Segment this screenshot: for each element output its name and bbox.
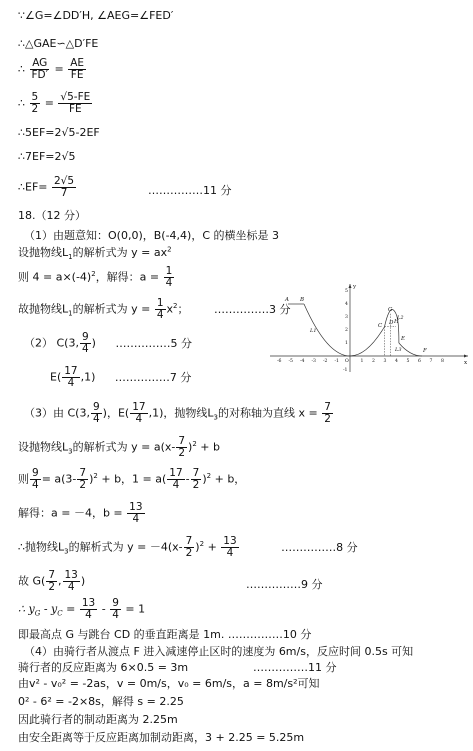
svg-text:-3: -3 bbox=[311, 359, 316, 364]
svg-text:O: O bbox=[345, 359, 349, 364]
svg-text:L1: L1 bbox=[310, 328, 317, 334]
svg-text:-1: -1 bbox=[343, 368, 348, 373]
part4-reaction: 骑行者的反应距离为 6×0.5 = 3m ……………11 分 bbox=[18, 661, 337, 674]
svg-text:1: 1 bbox=[345, 341, 348, 346]
line-7ef: ∴7EF=2√5 bbox=[18, 150, 76, 163]
svg-text:3: 3 bbox=[383, 359, 387, 364]
svg-text:F: F bbox=[423, 348, 427, 354]
part1-given: （1）由题意知：O(0,0)，B(-4,4)，C 的横坐标是 3 bbox=[24, 229, 279, 242]
part1-solve: 则 $4 = a\times(-4)^2$，解得：a = $\frac{1}{4}$ bbox=[18, 265, 173, 289]
svg-text:1: 1 bbox=[360, 359, 364, 364]
svg-text:3: 3 bbox=[345, 315, 348, 320]
svg-text:4: 4 bbox=[395, 359, 398, 364]
line-angle-equal: ∵∠G=∠DD′H, ∠AEG=∠FED′ bbox=[18, 9, 174, 22]
svg-text:4: 4 bbox=[345, 302, 348, 307]
part2-c: （2） C(3, $\frac{9}{4}$ ) ……………5 分 bbox=[24, 331, 192, 355]
line-similar: ∴△GAE∽△D′FE bbox=[18, 37, 99, 50]
svg-text:L3: L3 bbox=[395, 347, 402, 353]
part4-brake: 因此骑行者的制动距离为 2.25m bbox=[18, 713, 178, 726]
svg-text:-5: -5 bbox=[288, 359, 293, 364]
question-18: 18.（12 分） bbox=[18, 209, 86, 222]
x-axis-label: x bbox=[464, 360, 468, 366]
part3-axis: （3）由 C(3, $\frac{9}{4}$ )，E( $\frac{17}{4}$ ,1)，抛物线$L_3$的对称轴为直线 x = $\frac{7}{2}$ bbox=[24, 401, 331, 425]
svg-text:G: G bbox=[388, 307, 393, 313]
svg-text:C: C bbox=[378, 323, 383, 329]
part3-solved: 解得：a = －4，b = $\frac{13}{4}$ bbox=[18, 501, 143, 525]
svg-text:5: 5 bbox=[406, 359, 410, 364]
line-ef-result: ∴EF= $\frac{2√5}{7}$ ……………11 分 bbox=[18, 175, 232, 199]
part3-conclusion: 即最高点 G 与跳台 CD 的垂直距离是 1m. ……………10 分 bbox=[18, 628, 312, 641]
part3-g: 故 G( $\frac{7}{2}$ , $\frac{13}{4}$ ) ……………9 分 bbox=[18, 569, 323, 593]
point-labels bbox=[284, 297, 427, 354]
svg-text:L2: L2 bbox=[397, 315, 404, 321]
part3-l3-result: ∴抛物线$L_3$的解析式为 y = －4(x- $\frac{7}{2}$ )$^2$ + $\frac{13}{4}$ ……………8 分 bbox=[18, 535, 358, 559]
svg-text:-1: -1 bbox=[334, 359, 339, 364]
score-5: ……………5 分 bbox=[115, 336, 192, 350]
score-3: ……………3 分 bbox=[214, 302, 291, 316]
line-ratio-1: ∴ $\frac{AG}{FD'}$ = $\frac{AE}{FE}$ bbox=[18, 57, 85, 81]
score-7: ……………7 分 bbox=[114, 370, 192, 384]
svg-text:H: H bbox=[394, 319, 399, 325]
part1-set: 设抛物线$L_1$的解析式为 $y = ax^2$ bbox=[18, 245, 172, 262]
part4-safe: 由安全距离等于反应距离加制动距离，3 + 2.25 = 5.25m bbox=[18, 731, 305, 744]
svg-text:7: 7 bbox=[429, 359, 433, 364]
part2-e: E( $\frac{17}{4}$ ,1) ……………7 分 bbox=[50, 365, 192, 389]
line-ratio-2: ∴ $\frac{5}{2}$ = $\frac{√5-FE}{FE}$ bbox=[18, 91, 91, 115]
score-11: ……………11 分 bbox=[148, 184, 232, 197]
part4-solve: 0² - 6² = -2×8s，解得 s = 2.25 bbox=[18, 695, 184, 708]
svg-text:A: A bbox=[285, 297, 289, 303]
svg-text:8: 8 bbox=[441, 359, 444, 364]
part3-equations: 则 $\frac{9}{4}$ = a(3- $\frac{7}{2}$ )$^2$ + b，1 = a( $\frac{17}{4}$ - $\frac{7}{2}$ )$^2$ + b， bbox=[18, 467, 246, 491]
line-5ef: ∴5EF=2√5-2EF bbox=[18, 126, 100, 139]
svg-text:2: 2 bbox=[345, 328, 348, 333]
parabola-diagram bbox=[270, 282, 470, 374]
svg-text:-4: -4 bbox=[300, 359, 305, 364]
svg-text:2: 2 bbox=[372, 359, 375, 364]
svg-text:6: 6 bbox=[418, 359, 421, 364]
part3-diff: ∴ $y_G - y_C$ = $\frac{13}{4}$ - $\frac{9}{4}$ = 1 bbox=[18, 597, 146, 621]
part3-set: 设抛物线$L_3$的解析式为 y = a(x- $\frac{7}{2}$ )$^2$ + b bbox=[18, 435, 220, 459]
svg-text:B: B bbox=[300, 297, 305, 303]
part4-intro: （4）由骑行者从渡点 F 进入减速停止区时的速度为 6m/s，反应时间 0.5s 可知 bbox=[24, 645, 414, 658]
svg-text:D: D bbox=[389, 320, 394, 326]
svg-text:5: 5 bbox=[345, 289, 348, 294]
part1-result: 故抛物线$L_1$的解析式为 y = $\frac{1}{4}$ $x^2$； ……………3 分 bbox=[18, 297, 291, 321]
score-9: ……………9 分 bbox=[246, 578, 323, 591]
y-axis-label: y bbox=[353, 284, 357, 290]
part4-formula: 由v² - v₀² = -2as，v = 0m/s，v₀ = 6m/s，a = 8m/s²可知 bbox=[18, 677, 320, 690]
svg-text:-2: -2 bbox=[323, 359, 328, 364]
curve-ef bbox=[399, 343, 422, 356]
x-tick-labels bbox=[277, 358, 444, 364]
svg-text:E: E bbox=[401, 336, 406, 342]
score-11b: ……………11 分 bbox=[253, 661, 337, 674]
svg-text:-6: -6 bbox=[277, 359, 282, 364]
score-8: ……………8 分 bbox=[281, 540, 358, 554]
